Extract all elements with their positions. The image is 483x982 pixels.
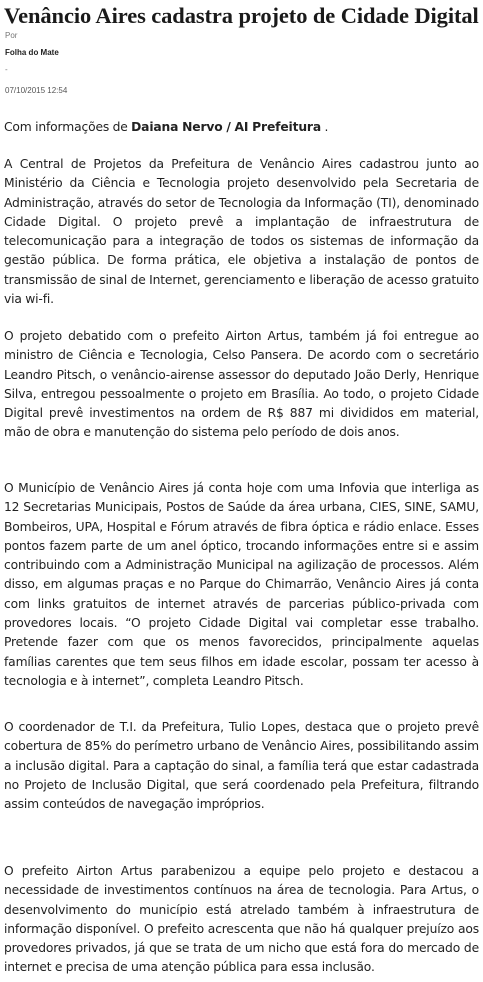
article-title: Venâncio Aires cadastra projeto de Cidade Digital [4, 3, 479, 28]
intro-suffix: . [324, 120, 329, 134]
paragraph-2: O projeto debatido com o prefeito Airton Artus, também já foi entregue ao ministro de Ciência e Tecnologia, Celso Pansera. De acordo com o secretário Leandro Pitsch, o venâncio-airense assessor do deputado João Derly, Henrique Silva, entregou pessoalmente o projeto em Brasília. Ao todo, o projeto Cidade Digital prevê investimentos na ordem de R$ 887 mi divididos em material, mão de obra e manutenção do sistema pelo período de dois anos. [4, 329, 479, 440]
paragraph-1: A Central de Projetos da Prefeitura de Venâncio Aires cadastrou junto ao Ministério da Ciência e Tecnologia projeto desenvolvido pela Secretaria de Administração, através do setor de Tecnologia da Informação (TI), denominado Cidade Digital. O projeto prevê a implantação de infraestrutura de telecomunicação para a integração de todos os sistemas de informação da gestão pública. De forma prática, ele objetiva a instalação de pontos de transmissão de sinal de Internet, gerenciamento e liberação de acesso gratuito via wi-fi. [4, 157, 479, 307]
paragraph-4: O coordenador de T.I. da Prefeitura, Tulio Lopes, destaca que o projeto prevê cobertura de 85% do perímetro urbano de Venâncio Aires, possibilitando assim a inclusão digital. Para a captação do sinal, a família terá que estar cadastrada no Projeto de Inclusão Digital, que será coordenado pela Prefeitura, filtrando assim conteúdos de navegação impróprios. [4, 720, 479, 812]
meta-separator: - [5, 65, 8, 74]
paragraph-5: O prefeito Airton Artus parabenizou a equipe pelo projeto e destacou a necessidade de investimentos contínuos na área de tecnologia. Para Artus, o desenvolvimento do município está atrelado também à infraestrutura de informação disponível. O prefeito acrescenta que não há qualquer prejuízo aos provedores privados, já que se trata de um nicho que está fora do mercado de internet e precisa de uma atenção pública para essa inclusão. [4, 864, 479, 975]
intro-authors: Daiana Nervo / AI Prefeitura [131, 120, 321, 134]
paragraph-3: O Município de Venâncio Aires já conta hoje com uma Infovia que interliga as 12 Secretarias Municipais, Postos de Saúde da área urbana, CIES, SINE, SAMU, Bombeiros, UPA, Hospital e Fórum através de fibra óptica e rádio enlace. Esses pontos fazem parte de um anel óptico, trocando informações entre si e assim contribuindo com a Administração Municipal na agilização de processos. Além disso, em algumas praças e no Parque do Chimarrão, Venâncio Aires já conta com links gratuitos de internet através de parcerias público-privada com provedores locais. “O projeto Cidade Digital vai completar esse trabalho. Pretende fazer com que os menos favorecidos, principalmente aquelas famílias carentes que tem seus filhos em idade escolar, possam ter acesso à tecnologia e à internet”, completa Leandro Pitsch. [4, 481, 479, 688]
intro-prefix: Com informações de [4, 120, 128, 134]
publish-date: 07/10/2015 12:54 [5, 86, 68, 95]
article-intro [4, 118, 479, 137]
article-source: Folha do Mate [5, 48, 59, 57]
author-by-label: Por [5, 31, 18, 40]
